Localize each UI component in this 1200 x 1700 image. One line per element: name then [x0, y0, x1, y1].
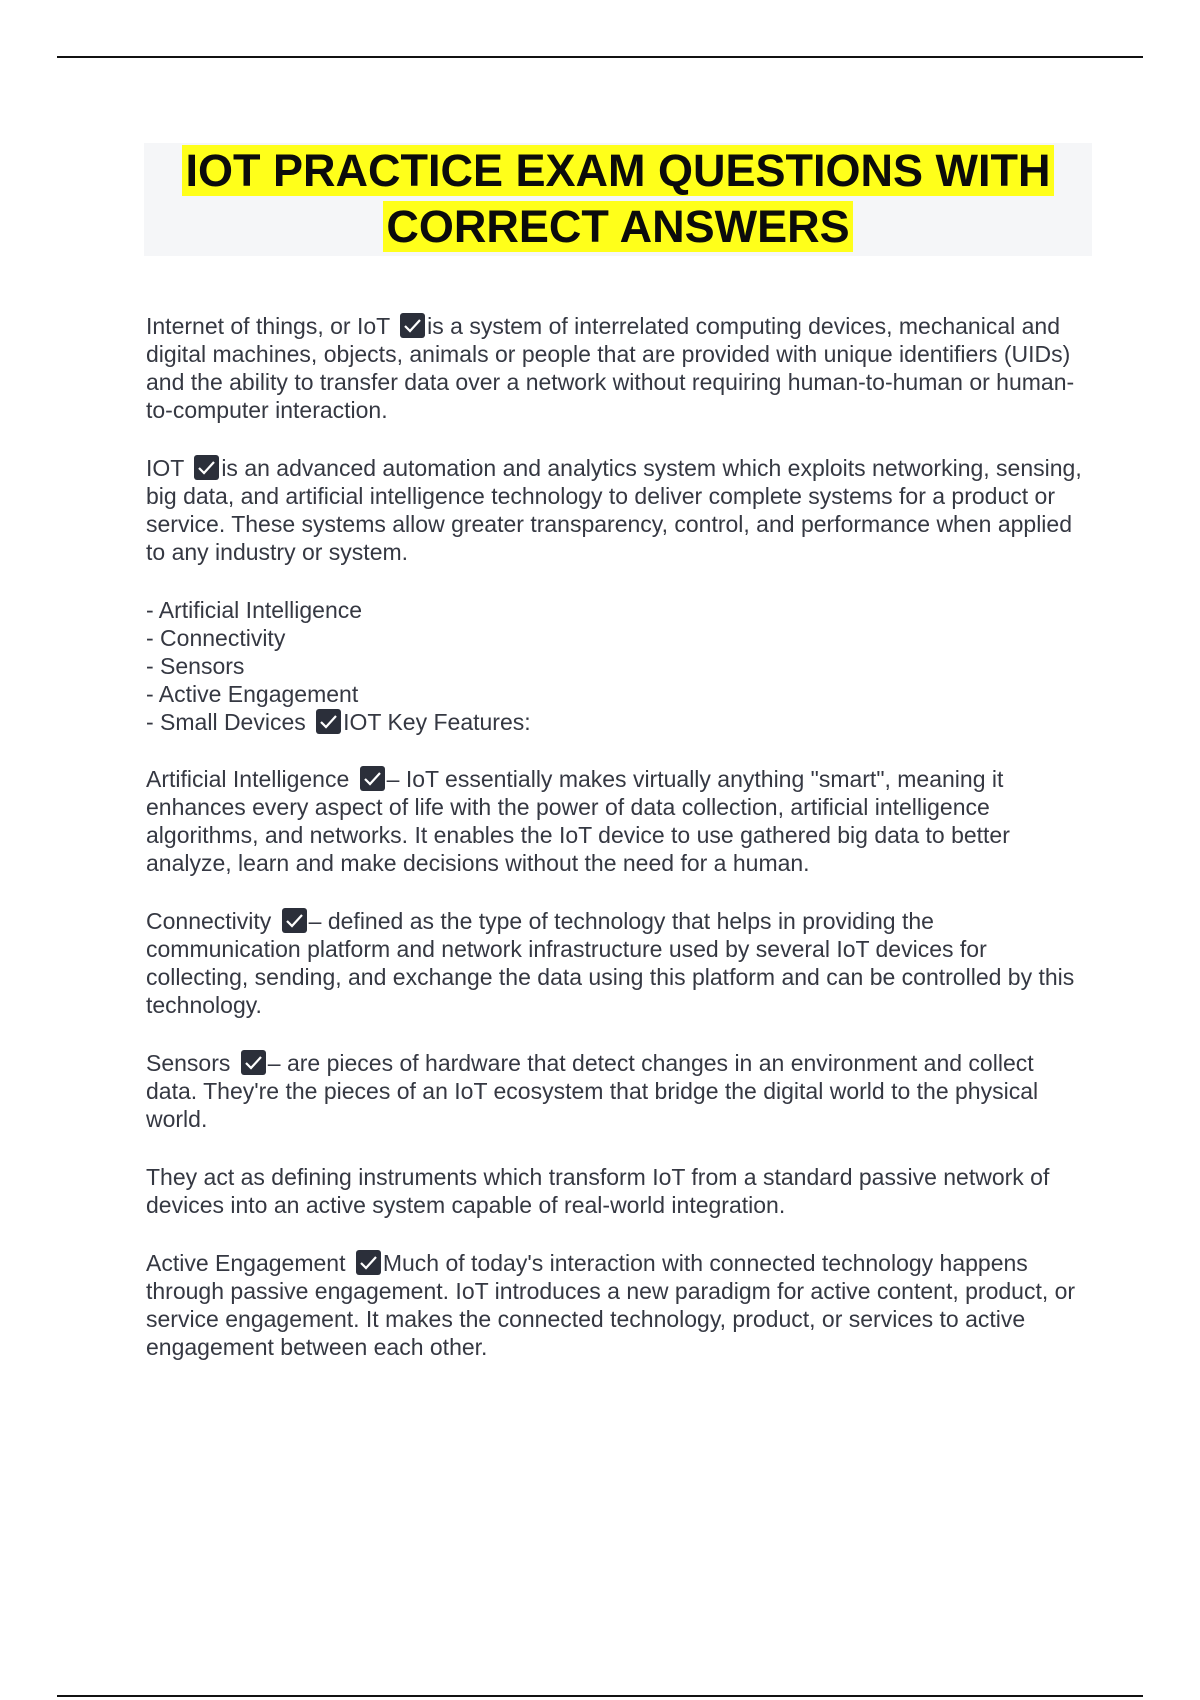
list-item: - Connectivity [146, 625, 286, 651]
term: Artificial Intelligence [146, 766, 350, 792]
title-line-1 [144, 143, 1092, 199]
flashcard-connectivity [146, 907, 1091, 1019]
flashcard-iot-definition [146, 312, 1091, 424]
top-rule [57, 56, 1143, 58]
checkmark-box-icon [316, 709, 341, 734]
flashcard-active-engagement [146, 1249, 1091, 1361]
answer: IOT Key Features: [343, 709, 531, 735]
title-line-2-text: CORRECT ANSWERS [383, 201, 852, 252]
answer: – IoT essentially makes virtually anything "smart", meaning it enhances every aspect of life with the power of data collection, artificial intelligence algorithms, and networks. It enables the IoT device to use gathered big data to better analyze, learn and make decisions without the need for a human. [146, 766, 1010, 876]
bottom-rule [57, 1695, 1143, 1697]
term: IOT [146, 455, 184, 481]
document-body [146, 312, 1091, 1391]
answer: – defined as the type of technology that helps in providing the communication platform and network infrastructure used by several IoT devices for collecting, sending, and exchange the data using this platform and can be controlled by this technology. [146, 908, 1075, 1018]
key-features-list [146, 596, 1091, 736]
list-item: - Active Engagement [146, 681, 359, 707]
title-line-2 [144, 199, 1092, 255]
flashcard-artificial-intelligence [146, 765, 1091, 877]
term: Internet of things, or IoT [146, 313, 390, 339]
list-item-last [146, 708, 1091, 736]
sensors-note: They act as defining instruments which transform IoT from a standard passive network of devices into an active system capable of real-world integration. [146, 1164, 1050, 1218]
list-item-text: - Small Devices [146, 709, 306, 735]
term: Active Engagement [146, 1250, 346, 1276]
title-block [144, 143, 1092, 256]
checkmark-box-icon [241, 1050, 266, 1075]
term: Connectivity [146, 908, 272, 934]
answer: is an advanced automation and analytics system which exploits networking, sensing, big data, and artificial intelligence technology to deliver complete systems for a product or service. These systems allow greater transparency, control, and performance when applied to any industry or system. [146, 455, 1082, 565]
checkmark-box-icon [282, 908, 307, 933]
checkmark-box-icon [400, 313, 425, 338]
title-line-1-text: IOT PRACTICE EXAM QUESTIONS WITH [182, 145, 1053, 196]
checkmark-box-icon [360, 766, 385, 791]
flashcard-iot-system [146, 454, 1091, 566]
flashcard-sensors [146, 1049, 1091, 1133]
term: Sensors [146, 1050, 231, 1076]
answer: Much of today's interaction with connected technology happens through passive engagement. IoT introduces a new paradigm for active content, product, or service engagement. It makes the connected technology, product, or services to active engagement between each other. [146, 1250, 1076, 1360]
checkmark-box-icon [356, 1250, 381, 1275]
list-item: - Sensors [146, 653, 245, 679]
answer: – are pieces of hardware that detect changes in an environment and collect data. They're the pieces of an IoT ecosystem that bridge the digital world to the physical world. [146, 1050, 1039, 1132]
list-item: - Artificial Intelligence [146, 597, 363, 623]
answer: is a system of interrelated computing devices, mechanical and digital machines, objects, animals or people that are provided with unique identifiers (UIDs) and the ability to transfer data over a network without requiring human-to-human or human-to-computer interaction. [146, 313, 1075, 423]
checkmark-box-icon [194, 455, 219, 480]
